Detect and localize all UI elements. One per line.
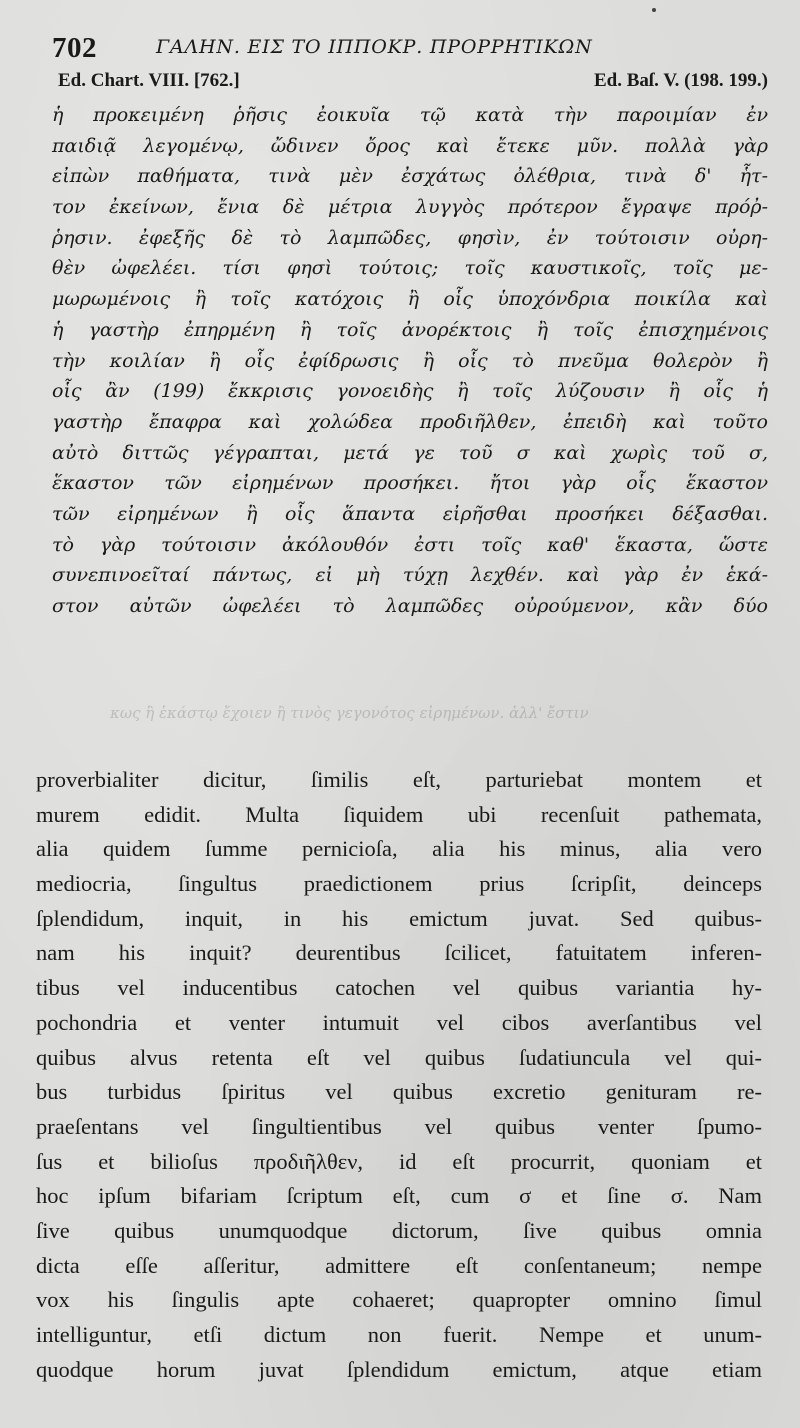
greek-text-line: αὐτὸ διττῶς γέγραπται, μετά γε τοῦ σ καὶ χωρὶς τοῦ σ, — [52, 441, 768, 464]
latin-text-line: praeſentans vel ſingultientibus vel quibus venter ſpumo- — [36, 1113, 762, 1139]
greek-text-line: γαστὴρ ἔπαφρα καὶ χολώδεα προδιῆλθεν, ἐπειδὴ καὶ τοῦτο — [52, 410, 768, 433]
latin-text-line: pochondria et venter intumuit vel cibos averſantibus vel — [36, 1009, 762, 1035]
greek-text-line: τὴν κοιλίαν ἢ οἷς ἐφίδρωσις ἢ οἷς τὸ πνεῦμα θολερὸν ἢ — [52, 349, 768, 372]
greek-text-line: οἷς ἂν (199) ἔκκρισις γονοειδὴς ἢ τοῖς λύζουσιν ἢ οἷς ἡ — [52, 380, 768, 403]
latin-text-line: murem edidit. Multa ſiquidem ubi recenſuit pathemata, — [36, 801, 762, 827]
latin-text-line: ſplendidum, inquit, in his emictum juvat. Sed quibus- — [36, 905, 762, 931]
greek-text-line: ῥησιν. ἐφεξῆς δὲ τὸ λαμπῶδες, φησὶν, ἐν τούτοισιν οὐρη- — [52, 226, 768, 249]
bleed-through-text: κως ἢ ἑκάστῳ ἔχοιεν ἢ τινὸς γεγονότος εἰρημένων. ἀλλ' ἔστιν — [110, 704, 589, 722]
greek-text-line: στον αὐτῶν ὠφελέει τὸ λαμπῶδες οὐρούμενον, κἂν δύο — [52, 595, 768, 617]
latin-text-line: alia quidem ſumme pernicioſa, alia his minus, alia vero — [36, 836, 762, 862]
latin-text-line: bus turbidus ſpiritus vel quibus excretio genituram re- — [36, 1079, 762, 1105]
running-head — [52, 28, 772, 68]
latin-text-line: dicta eſſe aſſeritur, admittere eſt conſentaneum; nempe — [36, 1252, 762, 1278]
latin-text-line: mediocria, ſingultus praedictionem prius ſcripſit, deinceps — [36, 871, 762, 897]
latin-text-line: ſus et bilioſus προδιῆλθεν, id eſt procurrit, quoniam et — [36, 1148, 762, 1174]
greek-text-line: θὲν ὠφελέει. τίσι φησὶ τούτοις; τοῖς καυστικοῖς, τοῖς με- — [52, 257, 768, 280]
greek-text-line: ἕκαστον τῶν εἰρημένων προσήκει. ἤτοι γὰρ οἷς ἕκαστον — [52, 472, 768, 495]
edition-chart-reference: Ed. Chart. VIII. [762.] — [58, 70, 240, 91]
latin-text-line: quibus alvus retenta eſt vel quibus ſudatiuncula vel qui- — [36, 1044, 762, 1070]
running-title: ΓΑΛΗΝ. ΕΙΣ ΤΟ ΙΠΠΟΚΡ. ΠΡΟΡΡΗΤΙΚΩΝ — [156, 36, 593, 58]
latin-text-line: quodque horum juvat ſplendidum emictum, atque etiam — [36, 1356, 762, 1382]
latin-text-line: tibus vel inducentibus catochen vel quibus variantia hy- — [36, 975, 762, 1001]
greek-text-line: τον ἐκείνων, ἔνια δὲ μέτρια λυγγὸς πρότερον ἔγραψε πρόῤ- — [52, 196, 768, 219]
latin-text-line: intelliguntur, etſi dictum non fuerit. Nempe et unum- — [36, 1322, 762, 1347]
latin-text-line: proverbialiter dicitur, ſimilis eſt, parturiebat montem et — [36, 767, 762, 792]
edition-reference-line — [58, 70, 768, 96]
latin-text-block — [36, 763, 762, 1387]
page-number: 702 — [52, 32, 97, 64]
paper-speck — [652, 8, 656, 12]
greek-text-line: τὸ γὰρ τούτοισιν ἀκόλουθόν ἐστι τοῖς καθ' ἕκαστα, ὥστε — [52, 533, 768, 556]
greek-text-line: τῶν εἰρημένων ἢ οἷς ἅπαντα εἰρῆσθαι προσήκει δέξασθαι. — [52, 502, 768, 525]
edition-basel-reference: Ed. Baſ. V. (198. 199.) — [593, 70, 768, 91]
latin-text-line: hoc ipſum bifariam ſcriptum eſt, cum σ et ſine σ. Nam — [36, 1183, 762, 1209]
latin-text-line: nam his inquit? deurentibus ſcilicet, fatuitatem inferen- — [36, 940, 762, 966]
greek-text-line: εἰπὼν παθήματα, τινὰ μὲν ἐσχάτως ὀλέθρια, τινὰ δ' ἧτ- — [52, 165, 768, 188]
greek-text-line: μωρωμένοις ἢ τοῖς κατόχοις ἢ οἷς ὑποχόνδρια ποικίλα καὶ — [52, 288, 768, 311]
greek-text-line: ἡ γαστὴρ ἐπηρμένη ἢ τοῖς ἀνορέκτοις ἢ τοῖς ἐπισχημένοις — [52, 318, 768, 341]
greek-text-line: συνεπινοεῖταί πάντως, εἰ μὴ τύχῃ λεχθέν. καὶ γὰρ ἐν ἑκά- — [52, 564, 768, 587]
greek-text-block — [52, 100, 768, 622]
latin-text-line: ſive quibus unumquodque dictorum, ſive quibus omnia — [36, 1217, 762, 1243]
greek-text-line: παιδιᾷ λεγομένῳ, ὤδινεν ὄρος καὶ ἔτεκε μῦν. πολλὰ γὰρ — [52, 134, 768, 157]
greek-text-line: ἡ προκειμένη ῥῆσις ἐοικυῖα τῷ κατὰ τὴν παροιμίαν ἐν — [52, 104, 768, 126]
latin-text-line: vox his ſingulis apte cohaeret; quapropter omnino ſimul — [36, 1287, 762, 1313]
